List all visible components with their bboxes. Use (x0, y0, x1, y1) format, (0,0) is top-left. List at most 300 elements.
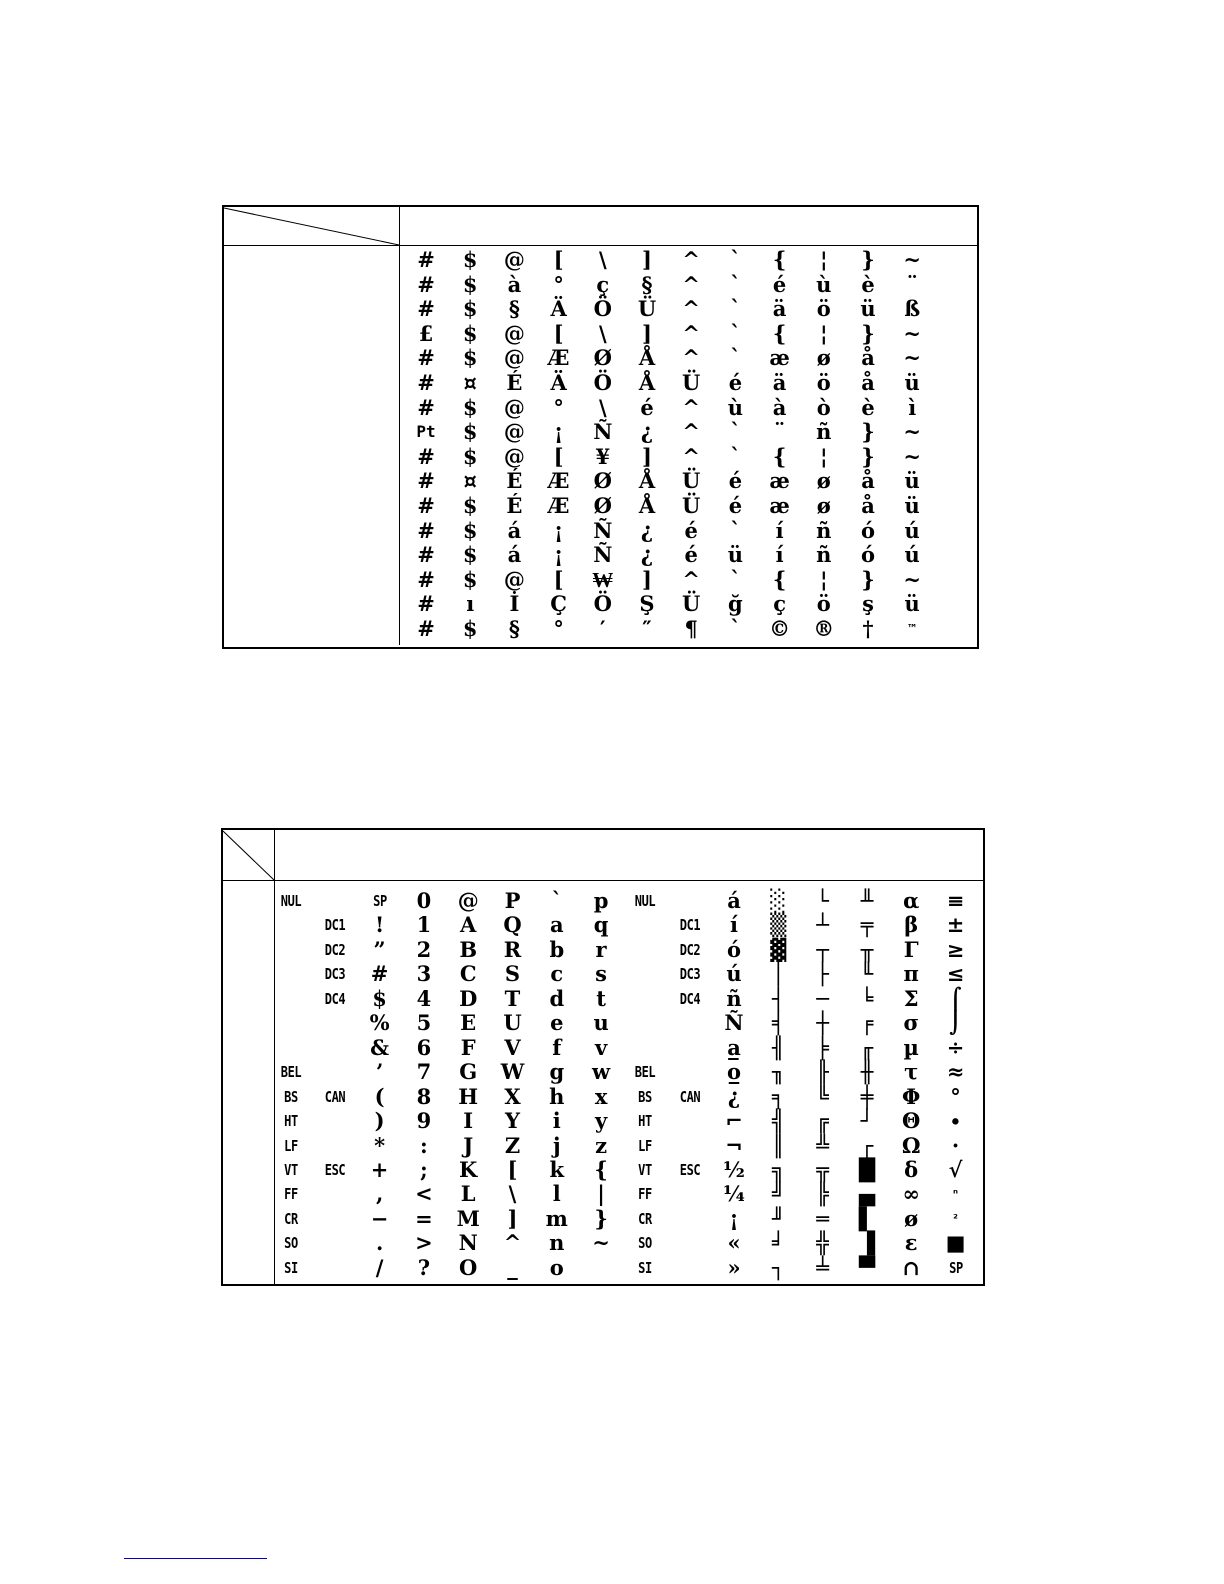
char-cell: ~ (903, 320, 921, 346)
char-cell: Ø (593, 345, 612, 371)
codepoint-cell: % (369, 1010, 390, 1036)
codepoint-cell: u (593, 1010, 609, 1036)
char-cell: ñ (816, 419, 832, 445)
char-cell: Ü (637, 296, 657, 322)
char-cell: Ä (550, 296, 567, 322)
codepoint-cell: g (549, 1059, 565, 1085)
char-cell: @ (503, 320, 525, 346)
char-cell: § (508, 616, 520, 641)
char-cell: ó (860, 542, 875, 568)
char-cell: é (684, 517, 698, 543)
char-cell: å (861, 493, 875, 518)
codepoint-cell: n (549, 1230, 565, 1256)
char-cell: } (861, 247, 875, 272)
codepoint-cell: CR (638, 1209, 653, 1228)
char-cell: ä (772, 370, 787, 395)
codepoint-cell: σ (903, 1010, 919, 1036)
char-cell: ¡ (553, 542, 564, 568)
char-cell: # (417, 394, 435, 420)
char-cell: ° (553, 271, 564, 297)
codepoint-cell: DC1 (325, 916, 346, 935)
char-cell: { (772, 320, 787, 346)
char-cell: ñ (816, 542, 832, 568)
codepoint-cell: T (504, 985, 521, 1011)
codepoint-cell: ! (374, 912, 385, 938)
codepoint-cell: DC2 (325, 940, 346, 959)
codepoint-cell: \ (508, 1181, 517, 1207)
char-cell: ` (730, 320, 741, 346)
codepoint-cell: ¬ (725, 1132, 743, 1158)
char-cell: $ (462, 419, 478, 445)
codepoint-cell: l (552, 1181, 561, 1207)
codepoint-cell: I (463, 1108, 474, 1134)
char-cell: $ (462, 542, 478, 568)
codepoint-cell: DC2 (679, 940, 700, 959)
codepoint-cell: a̲ (727, 1034, 741, 1060)
char-cell: Æ (547, 468, 570, 494)
codepoint-cell: i (552, 1108, 561, 1134)
char-cell: Ü (682, 468, 701, 494)
char-cell: $ (462, 443, 478, 469)
codepoint-cell: X (504, 1083, 521, 1109)
codepoint-cell: SP (372, 892, 387, 910)
char-cell: ¿ (640, 517, 654, 543)
char-cell: # (417, 296, 435, 322)
codepoint-cell: J (463, 1132, 474, 1158)
char-cell: ú (904, 542, 920, 568)
codepoint-cell: ╥ (860, 936, 874, 962)
codepoint-cell: r (595, 936, 607, 962)
char-cell: { (772, 566, 787, 592)
codepoint-cell: E (460, 1010, 477, 1036)
codepoint-cell: t (596, 985, 606, 1011)
codepoint-cell: 7 (416, 1059, 432, 1085)
char-cell: $ (462, 247, 478, 272)
codepoint-cell: ~ (592, 1230, 610, 1256)
char-cell: $ (462, 271, 478, 297)
char-cell: ` (730, 443, 741, 469)
char-cell: ] (642, 443, 652, 469)
char-cell: @ (503, 419, 525, 445)
codepoint-cell: k (549, 1156, 565, 1182)
codepoint-cell: ∞ (902, 1181, 920, 1207)
codepoint-cell: █ (858, 1156, 875, 1182)
codepoint-cell: Φ (902, 1083, 921, 1109)
codepoint-cell: ╟ (816, 1059, 829, 1085)
codepoint-cell: ¿ (727, 1083, 741, 1109)
char-cell: é (728, 493, 743, 518)
char-cell: Ø (593, 493, 612, 518)
char-cell: å (861, 370, 875, 395)
char-cell: ü (727, 542, 744, 568)
codepoint-cell: FF (638, 1185, 653, 1204)
char-cell: $ (462, 394, 478, 420)
char-cell: é (728, 468, 743, 494)
char-cell: # (417, 517, 435, 543)
codepoint-cell: @ (457, 888, 479, 913)
codepoint-cell: + (370, 1156, 389, 1182)
char-cell: É (506, 493, 523, 518)
char-cell: ] (642, 566, 652, 592)
codepoint-cell: ╗ (771, 1156, 785, 1182)
char-cell: $ (462, 320, 478, 346)
codepoint-cell: BS (284, 1087, 298, 1106)
codepoint-cell: 5 (416, 1010, 432, 1036)
char-cell: @ (503, 247, 525, 272)
char-cell: ¦ (819, 566, 828, 592)
char-cell: á (507, 542, 522, 568)
char-cell: © (769, 616, 791, 641)
codepoint-cell: y (594, 1108, 608, 1134)
codepoint-cell: ┬ (816, 936, 829, 962)
char-cell: ç (596, 271, 610, 297)
char-cell: à (507, 271, 522, 297)
codepoint-cell: | (597, 1181, 605, 1207)
char-cell: \ (598, 320, 607, 346)
codepoint-cell: ¡ (729, 1205, 739, 1231)
codepoint-cell: 3 (416, 961, 432, 987)
codepoint-cell: ╣ (771, 1108, 785, 1134)
char-cell: [ (553, 247, 564, 272)
codepoint-cell: U (503, 1010, 522, 1036)
codepoint-cell: DC4 (679, 989, 700, 1008)
codepoint-cell: H (458, 1083, 479, 1109)
char-cell: $ (462, 616, 478, 641)
char-cell: ` (730, 419, 741, 445)
codepoint-cell: a (549, 912, 564, 938)
codepoint-cell: √ (948, 1156, 963, 1182)
char-cell: } (861, 419, 875, 445)
codepoint-cell: } (594, 1205, 608, 1231)
codepoint-cell: ¼ (723, 1181, 745, 1207)
codepoint-cell: ╙ (860, 961, 874, 987)
char-cell: # (417, 468, 435, 494)
char-cell: Ş (639, 591, 655, 617)
char-cell: Ä (550, 370, 567, 395)
char-cell: @ (503, 394, 525, 420)
codepoint-cell: ⌠ (949, 985, 962, 1011)
codepoint-cell: ▄ (858, 1181, 875, 1207)
codepoint-cell: ╬ (816, 1230, 829, 1256)
codepoint-cell: ∙ (950, 1108, 961, 1134)
codepoint-cell: µ (903, 1034, 919, 1060)
char-cell: ~ (903, 345, 921, 371)
codepoint-cell: L (460, 1181, 476, 1207)
codepoint-cell: o̲ (726, 1059, 741, 1085)
codepoint-cell: ∩ (902, 1254, 920, 1280)
codepoint-cell: p (593, 888, 609, 913)
codepoint-cell: : (420, 1132, 428, 1158)
codepoint-cell: DC4 (325, 989, 346, 1008)
codepoint-cell: z (595, 1132, 608, 1158)
codepoint-cell: ╕ (771, 1083, 785, 1109)
codepoint-cell: R (503, 936, 522, 962)
char-cell: ø (816, 493, 831, 518)
char-cell: ₩ (592, 566, 614, 592)
char-cell: ¦ (819, 443, 828, 469)
codepoint-cell: ┴ (816, 912, 829, 938)
codepoint-cell: & (370, 1034, 390, 1060)
codepoint-cell: LF (284, 1136, 298, 1155)
codepoint-cell: ² (953, 1211, 958, 1225)
codepoint-cell: DC3 (679, 965, 700, 984)
char-cell: É (506, 370, 523, 395)
char-cell: ß (904, 296, 921, 322)
codepoint-cell: ╡ (771, 1010, 785, 1036)
codepoint-cell: d (549, 985, 565, 1011)
codepoint-cell: ╓ (860, 1034, 874, 1060)
codepoint-cell: ╧ (816, 1254, 829, 1280)
codepoint-cell: ÷ (946, 1034, 965, 1060)
char-cell: ü (904, 591, 920, 617)
codepoint-cell: _ (507, 1254, 518, 1280)
codepoint-cell: ▓ (770, 936, 787, 962)
char-cell: é (728, 370, 743, 395)
codepoint-cell: ▀ (858, 1254, 875, 1280)
char-cell: Ö (593, 296, 612, 322)
codepoint-cell: NUL (635, 892, 656, 910)
char-cell: ö (816, 296, 831, 322)
char-cell: ü (904, 468, 920, 494)
char-cell: ì (908, 394, 917, 420)
char-cell: § (641, 271, 653, 297)
codepoint-cell: ┌ (860, 1132, 874, 1158)
char-cell: æ (769, 468, 790, 494)
char-cell: ^ (682, 271, 700, 297)
char-cell: é (684, 542, 698, 568)
codepoint-cell: ┘ (860, 1108, 874, 1134)
char-cell: ] (642, 320, 652, 346)
char-cell: Ü (682, 493, 701, 518)
char-cell: ^ (682, 566, 700, 592)
char-cell: # (417, 591, 435, 617)
char-cell: Æ (547, 345, 570, 371)
char-cell: ° (553, 616, 564, 641)
codepoint-cell: ┐ (771, 1254, 785, 1280)
char-cell: Æ (547, 493, 570, 518)
codepoint-cell: ≤ (946, 961, 965, 987)
codepoint-cell: VT (284, 1160, 298, 1179)
codepoint-cell: ┤ (771, 985, 785, 1011)
char-cell: Ö (593, 591, 612, 617)
codepoint-cell: ½ (723, 1156, 745, 1182)
codepoint-cell: Ñ (724, 1010, 744, 1036)
char-cell: # (417, 616, 435, 641)
codepoint-cell: └ (816, 888, 829, 913)
codepoint-cell: ; (420, 1156, 428, 1182)
char-cell: ó (860, 517, 875, 543)
char-cell: ù (816, 271, 832, 297)
char-cell: ` (730, 517, 741, 543)
char-cell: £ (418, 320, 434, 346)
codepoint-cell: Γ (903, 936, 919, 962)
char-cell: à (772, 394, 787, 420)
char-cell: $ (462, 517, 478, 543)
char-cell: ¦ (819, 247, 828, 272)
codepoint-cell: ESC (325, 1160, 346, 1179)
char-cell: ′ (600, 616, 606, 641)
char-cell: { (772, 443, 787, 469)
codepoint-cell: ° (950, 1083, 961, 1109)
char-cell: á (507, 517, 522, 543)
codepoint-cell: N (458, 1230, 478, 1256)
codepoint-cell: 8 (416, 1083, 432, 1109)
char-cell: ğ (728, 591, 743, 617)
char-cell: $ (462, 296, 478, 322)
char-cell: ò (816, 394, 831, 420)
char-cell: æ (769, 345, 790, 371)
codepoint-cell: h (549, 1083, 565, 1109)
codepoint-cell: 9 (416, 1108, 432, 1134)
codepoint-cell: A (460, 912, 477, 938)
char-cell: @ (503, 566, 525, 592)
codepage-table (221, 828, 985, 1286)
codepoint-cell: F (460, 1034, 476, 1060)
char-cell: Ñ (593, 419, 613, 445)
codepoint-cell: ╤ (860, 912, 874, 938)
codepoint-cell: P (504, 888, 521, 913)
char-cell: Ç (550, 591, 567, 617)
codepoint-cell: ó (726, 936, 741, 962)
codepoint-cell: ± (946, 912, 965, 938)
codepoint-cell: x (594, 1083, 608, 1109)
codepoint-cell: ╛ (771, 1230, 785, 1256)
char-cell: Ñ (593, 517, 613, 543)
codepoint-cell: ` (551, 888, 563, 913)
codepoint-cell: « (727, 1230, 741, 1256)
corner-diagonal (223, 830, 274, 880)
codepoint-cell: ╞ (816, 1034, 829, 1060)
codepoint-cell: á (727, 888, 741, 913)
codepoint-cell: f (552, 1034, 562, 1060)
char-cell: # (417, 493, 435, 518)
codepoint-cell: 1 (416, 912, 432, 938)
codepoint-cell: π (903, 961, 919, 987)
char-cell: † (862, 616, 874, 641)
codepoint-cell: SI (284, 1258, 298, 1277)
codepoint-cell: ═ (816, 1205, 829, 1231)
codepoint-cell: ║ (771, 1132, 785, 1158)
codepoint-cell: 2 (416, 936, 432, 962)
codepoint-cell: e (550, 1010, 564, 1036)
char-cell: [ (553, 566, 564, 592)
codepoint-cell: ’ (375, 1059, 384, 1085)
codepoint-cell: / (375, 1254, 384, 1280)
char-cell: ~ (903, 443, 921, 469)
char-cell: } (861, 443, 875, 469)
codepoint-cell: < (415, 1181, 433, 1207)
char-cell: # (417, 345, 435, 371)
codepoint-cell: LF (638, 1136, 653, 1155)
footnote-separator (124, 1558, 267, 1559)
char-cell: Ü (682, 370, 701, 395)
codepoint-cell: b (549, 936, 565, 962)
codepoint-cell: CAN (679, 1087, 700, 1106)
codepoint-cell: S (504, 961, 521, 987)
char-cell: ~ (903, 419, 921, 445)
codepoint-cell: í (730, 912, 738, 938)
char-cell: ″ (642, 616, 652, 641)
char-cell: Å (638, 370, 656, 395)
char-cell: ş (862, 591, 874, 617)
codepoint-cell: ╨ (860, 888, 874, 913)
char-cell: @ (503, 443, 525, 469)
codepoint-cell: * (374, 1132, 386, 1158)
char-cell: ] (642, 247, 652, 272)
char-cell: ø (816, 345, 831, 371)
codepoint-cell: FF (284, 1185, 298, 1204)
codepoint-cell: ⌡ (949, 1010, 962, 1036)
char-cell: ¶ (684, 616, 698, 641)
codepoint-cell: ╚ (816, 1083, 829, 1109)
codepoint-cell: ╪ (860, 1083, 874, 1109)
char-cell: $ (462, 566, 478, 592)
codepoint-cell: ε (904, 1230, 918, 1256)
codepoint-cell: ╔ (816, 1108, 829, 1134)
char-cell: ¿ (640, 419, 654, 445)
codepoint-cell: ├ (816, 961, 829, 987)
char-cell: ı (466, 591, 475, 617)
codepoint-cell: ┼ (816, 1010, 829, 1036)
char-cell: @ (503, 345, 525, 371)
char-cell: # (417, 370, 435, 395)
codepoint-cell: [ (507, 1156, 518, 1182)
codepoint-cell: SO (284, 1234, 298, 1253)
char-cell: ñ (816, 517, 832, 543)
char-cell: ¤ (463, 370, 477, 395)
char-cell: Ø (593, 468, 612, 494)
codepoint-cell: , (375, 1181, 384, 1207)
char-cell: § (508, 296, 520, 322)
char-cell: ¥ (595, 443, 611, 469)
codepoint-cell: ) (374, 1108, 385, 1134)
codepoint-cell: > (415, 1230, 433, 1256)
char-cell: ^ (682, 247, 700, 272)
codepoint-cell: B (459, 936, 478, 962)
codepoint-cell: ñ (726, 985, 742, 1011)
char-cell: ` (730, 616, 741, 641)
char-cell: } (861, 320, 875, 346)
char-cell: # (417, 443, 435, 469)
codepoint-cell: O (459, 1254, 478, 1280)
codepoint-cell: $ (372, 985, 387, 1011)
char-cell: ^ (682, 320, 700, 346)
char-cell: ¦ (819, 320, 828, 346)
char-cell: ä (772, 296, 787, 322)
char-cell: $ (462, 493, 478, 518)
char-cell: Å (638, 468, 656, 494)
char-cell: ™ (906, 622, 918, 635)
codepoint-cell: w (592, 1059, 611, 1085)
char-cell: { (772, 247, 787, 272)
char-cell: Å (638, 345, 656, 371)
char-cell: è (861, 271, 875, 297)
codepoint-cell: ( (374, 1083, 385, 1109)
codepoint-cell: W (500, 1059, 525, 1085)
codepoint-cell: NUL (280, 892, 302, 910)
char-cell: É (506, 468, 523, 494)
char-cell: í (775, 517, 784, 543)
codepoint-cell: SP (948, 1258, 963, 1277)
char-cell: ~ (903, 247, 921, 272)
codepoint-cell: ░ (770, 888, 787, 913)
char-cell: ° (553, 394, 564, 420)
codepoint-cell: K (459, 1156, 478, 1182)
char-cell: ¡ (553, 419, 564, 445)
codepoint-cell: ] (507, 1205, 518, 1231)
codepoint-cell: BEL (280, 1063, 302, 1082)
codepoint-cell: q (593, 912, 609, 938)
